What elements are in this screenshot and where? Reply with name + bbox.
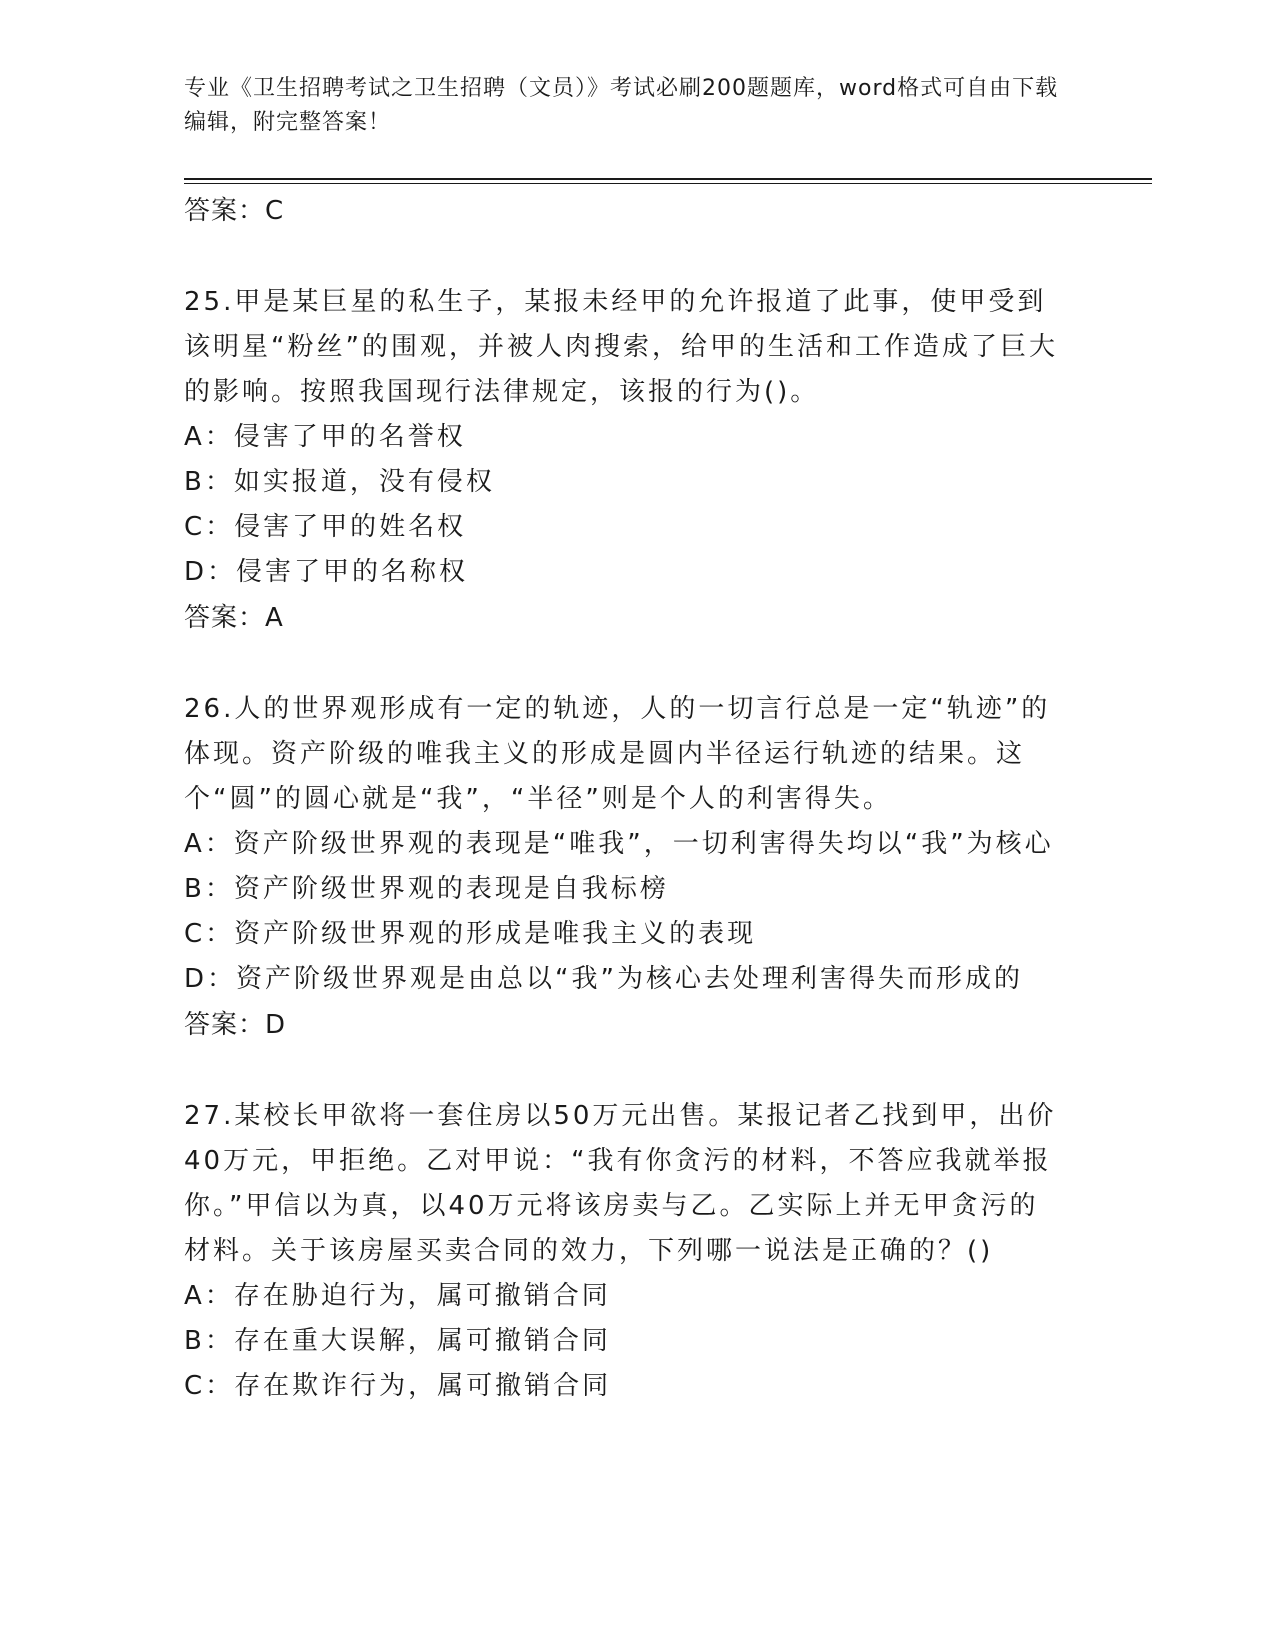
question-27 <box>184 1094 1064 1409</box>
question-text: 27.某校长甲欲将一套住房以50万元出售。某报记者乙找到甲，出价40万元，甲拒绝。乙对甲说：“我有你贪污的材料，不答应我就举报你。”甲信以为真，以40万元将该房卖与乙。乙实际上并无甲贪污的材料。关于该房屋买卖合同的效力，下列哪一说法是正确的？() <box>184 1101 1057 1266</box>
option-c: C：侵害了甲的姓名权 <box>184 512 467 542</box>
document-body <box>184 188 1064 1409</box>
option-b: B：资产阶级世界观的表现是自我标榜 <box>184 874 669 904</box>
answer-line: 答案：C <box>184 196 285 226</box>
question-text: 25.甲是某巨星的私生子，某报未经甲的允许报道了此事，使甲受到该明星“粉丝”的围观，并被人肉搜索，给甲的生活和工作造成了巨大的影响。按照我国现行法律规定，该报的行为()。 <box>184 287 1058 407</box>
option-a: A：存在胁迫行为，属可撤销合同 <box>184 1281 611 1311</box>
option-a: A：侵害了甲的名誉权 <box>184 422 466 452</box>
option-c: C：资产阶级世界观的形成是唯我主义的表现 <box>184 919 757 949</box>
option-a: A：资产阶级世界观的表现是“唯我”，一切利害得失均以“我”为核心 <box>184 829 1054 859</box>
header-divider-thin <box>184 183 1152 184</box>
answer-line: 答案：D <box>184 1010 287 1040</box>
question-26 <box>184 687 1064 1048</box>
option-d: D：资产阶级世界观是由总以“我”为核心去处理利害得失而形成的 <box>184 964 1023 994</box>
document-header: 专业《卫生招聘考试之卫生招聘（文员）》考试必刷200题题库，word格式可自由下载编辑，附完整答案！ <box>184 76 1059 135</box>
option-d: D：侵害了甲的名称权 <box>184 557 469 587</box>
option-b: B：如实报道，没有侵权 <box>184 467 495 497</box>
question-25 <box>184 280 1064 641</box>
question-text: 26.人的世界观形成有一定的轨迹，人的一切言行总是一定“轨迹”的体现。资产阶级的唯我主义的形成是圆内半径运行轨迹的结果。这个“圆”的圆心就是“我”，“半径”则是个人的利害得失。 <box>184 694 1051 814</box>
answer-line: 答案：A <box>184 603 284 633</box>
option-b: B：存在重大误解，属可撤销合同 <box>184 1326 611 1356</box>
option-c: C：存在欺诈行为，属可撤销合同 <box>184 1371 612 1401</box>
header-divider-thick <box>184 178 1152 180</box>
